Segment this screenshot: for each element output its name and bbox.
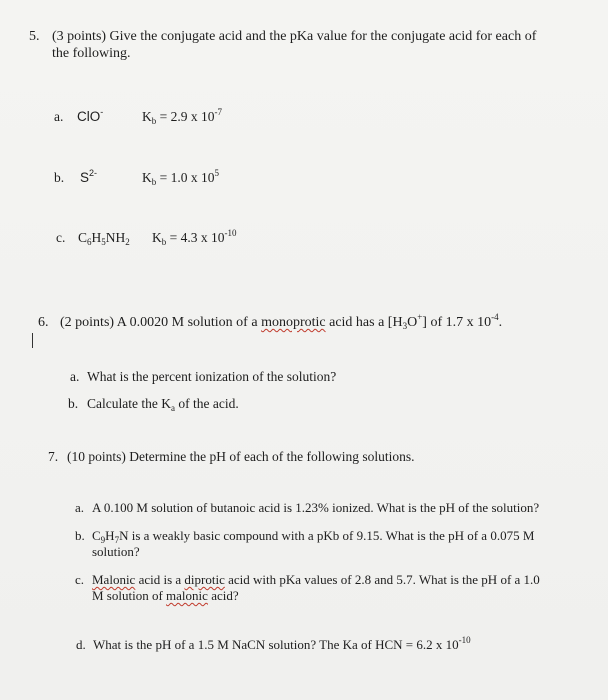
spellcheck-word: monoprotic [261, 315, 326, 330]
q6-prompt: (2 points) A 0.0020 M solution of a monoprotic acid has a $[H_3O^+]$ of 1.7 x $10^{-4}$. [60, 312, 503, 331]
q6b-text: Calculate the $K_a$ of the acid. [87, 396, 239, 413]
q7b-text-line1: $C_9H_7N$ is a weakly basic compound with a pKb of 9.15. What is the pH of a 0.075 M [92, 528, 535, 545]
q5b-kb: $K_b = 1.0$ x $10^5$ [142, 168, 219, 187]
spellcheck-word: malonic [166, 588, 208, 603]
spellcheck-word: Malonic [92, 572, 136, 587]
q6b-label: b. [68, 396, 79, 411]
q5c-label: c. [56, 230, 66, 245]
q7b-label: b. [75, 528, 85, 543]
spellcheck-word: diprotic [184, 572, 225, 587]
q5a-species: ClO- [77, 107, 104, 124]
q5a-label: a. [54, 109, 64, 124]
q7a-label: a. [75, 500, 85, 515]
q7-number: 7. [48, 449, 59, 464]
q7c-label: c. [75, 572, 85, 587]
q7-title: (10 points) Determine the pH of each of the following solutions. [67, 449, 415, 464]
q5a-kb: $K_b = 2.9$ x $10^{-7}$ [142, 107, 222, 126]
q6a-text: What is the percent ionization of the solution? [87, 369, 337, 384]
q7a-text: A 0.100 M solution of butanoic acid is 1.23% ionized. What is the pH of the solution? [92, 500, 540, 515]
q5c-species: $C_6H_5NH_2$ [78, 230, 130, 247]
q7c-text-line1: Malonic acid is a diprotic acid with pKa values of 2.8 and 5.7. What is the pH of a 1.0 [92, 572, 540, 587]
q6-number: 6. [38, 315, 49, 330]
q5b-label: b. [54, 170, 65, 185]
q7c-text-line2: M solution of malonic acid? [92, 588, 239, 603]
q5-prompt-line2: the following. [52, 46, 131, 61]
q7d-text: What is the pH of a 1.5 M NaCN solution? The Ka of HCN = 6.2 x $10^{-10}$ [93, 635, 471, 652]
q7d-label: d. [76, 637, 86, 652]
text-cursor [32, 333, 33, 348]
q6a-label: a. [70, 369, 80, 384]
q5-prompt-line1: (3 points) Give the conjugate acid and the pKa value for the conjugate acid for each of [52, 29, 537, 44]
q5b-species: $S^{2-}$ [80, 168, 98, 185]
q5c-kb: $K_b = 4.3$ x $10^{-10}$ [152, 228, 237, 247]
q5-number: 5. [29, 29, 40, 44]
q7b-text-line2: solution? [92, 544, 140, 559]
